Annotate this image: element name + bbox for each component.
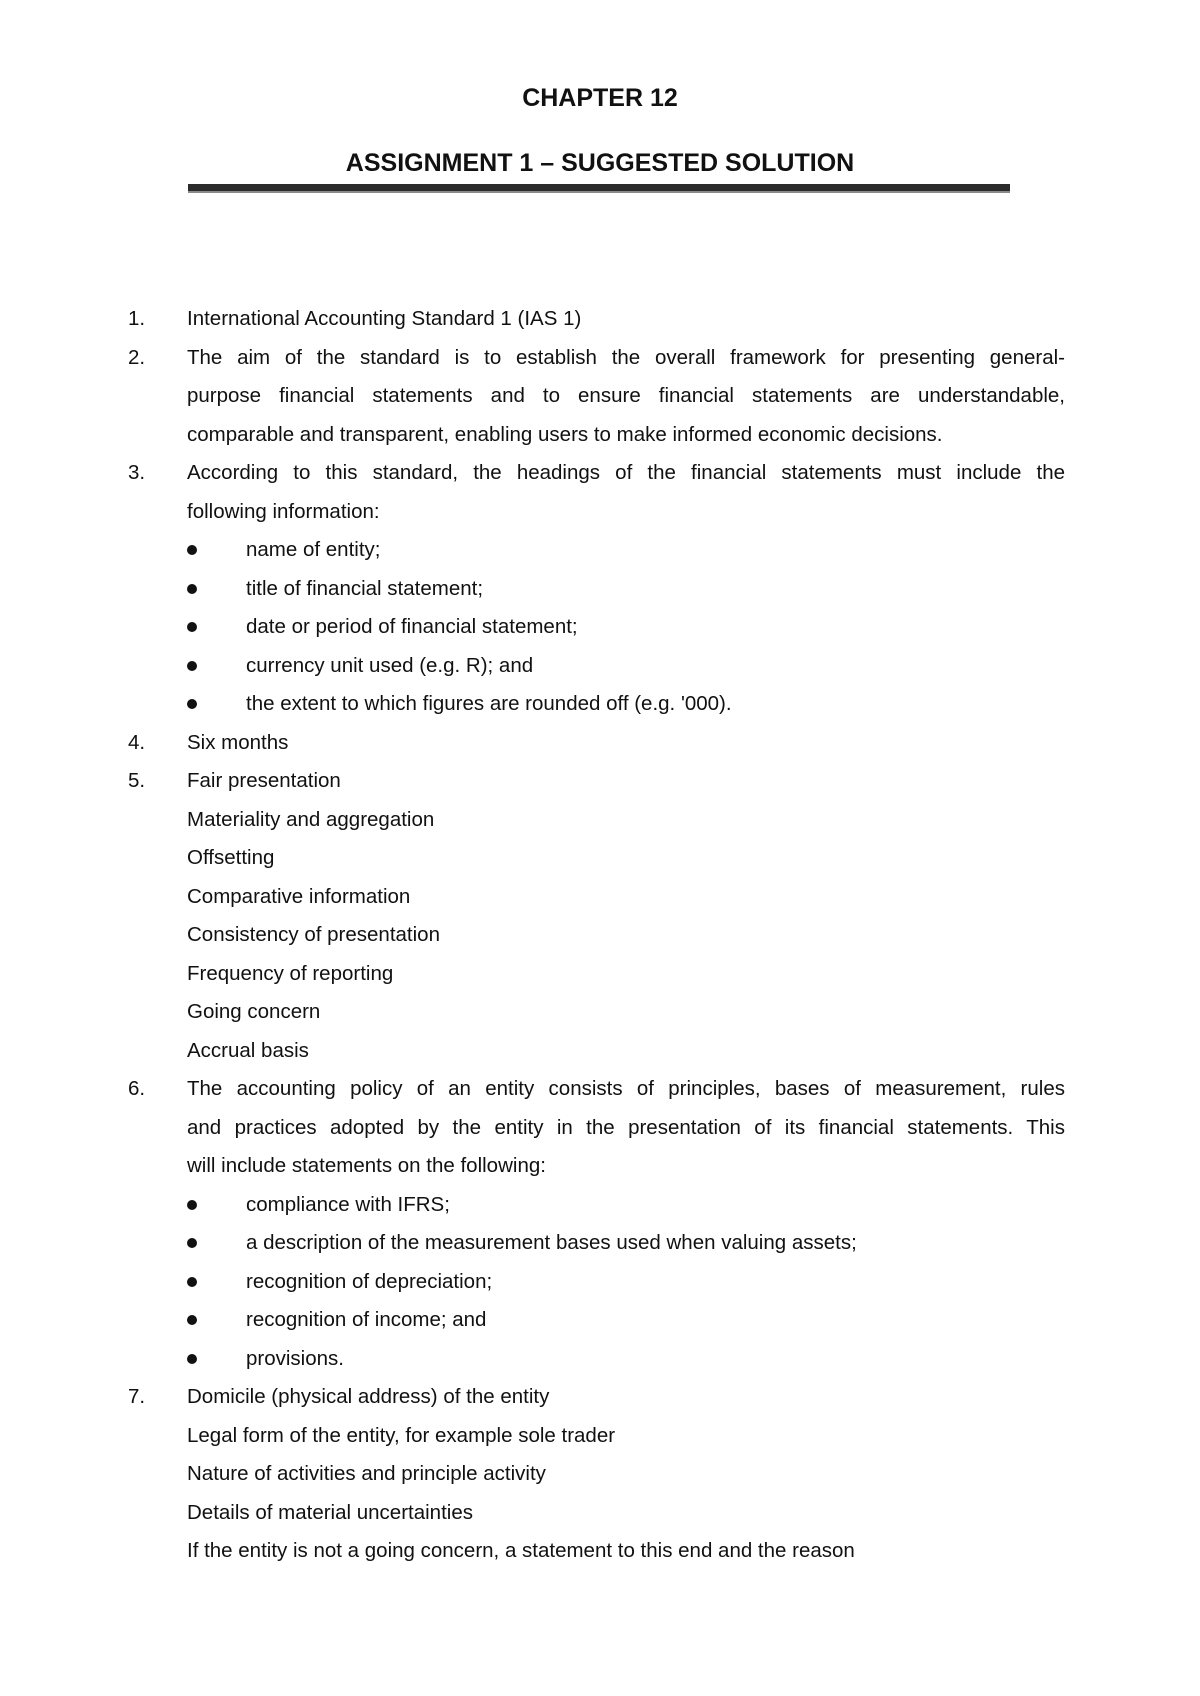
answer-number: 1.: [128, 307, 146, 330]
answer-line: [0, 762, 1200, 801]
answer-line: [0, 1532, 1200, 1571]
answer-line: [0, 1109, 1200, 1148]
title-underline: [188, 184, 1010, 193]
answer-line: [0, 339, 1200, 378]
answer-line: [0, 724, 1200, 763]
bullet-text: date or period of financial statement;: [246, 615, 578, 638]
answer-number: 6.: [128, 1077, 146, 1100]
answer-text: Legal form of the entity, for example sole trader: [187, 1423, 616, 1447]
answer-text: following information:: [187, 499, 380, 523]
answer-text: Nature of activities and principle activity: [187, 1462, 546, 1485]
bullet-text: name of entity;: [246, 538, 381, 561]
answer-text: Offsetting: [187, 846, 275, 869]
answer-line: [0, 993, 1200, 1032]
bullet-text: title of financial statement;: [246, 576, 484, 600]
answer-line: [0, 377, 1200, 416]
bullet-text: compliance with IFRS;: [246, 1192, 450, 1216]
answer-text: will include statements on the following:: [187, 1154, 546, 1177]
answer-text: If the entity is not a going concern, a statement to this end and the reason: [187, 1539, 855, 1562]
answer-text: Frequency of reporting: [187, 961, 394, 985]
answer-line: [0, 1032, 1200, 1071]
chapter-heading: CHAPTER 12: [522, 84, 678, 112]
answer-text: Going concern: [187, 1000, 321, 1023]
answer-text: The accounting policy of an entity consists of principles, bases of measurement, rules: [187, 1077, 1065, 1100]
answer-line: [0, 955, 1200, 994]
bullet-icon: [187, 1315, 197, 1325]
answer-number: 4.: [128, 730, 146, 754]
answer-text: Comparative information: [187, 884, 411, 908]
bullet-item: [0, 1224, 1200, 1263]
answer-number: 3.: [128, 461, 146, 484]
answer-text: Materiality and aggregation: [187, 807, 435, 831]
answer-text: comparable and transparent, enabling users to make informed economic decisions.: [187, 422, 943, 446]
answer-line: [0, 801, 1200, 840]
bullet-icon: [187, 584, 197, 594]
answer-text: Accrual basis: [187, 1038, 309, 1062]
answer-text: According to this standard, the headings of the financial statements must include the: [187, 461, 1065, 484]
bullet-item: [0, 570, 1200, 609]
bullet-item: [0, 608, 1200, 647]
assignment-title: ASSIGNMENT 1 – SUGGESTED SOLUTION: [345, 149, 855, 177]
answer-text: Domicile (physical address) of the entity: [187, 1385, 550, 1408]
answer-line: [0, 493, 1200, 532]
bullet-icon: [187, 661, 197, 671]
bullet-item: [0, 647, 1200, 686]
answer-line: [0, 1378, 1200, 1417]
answer-text: The aim of the standard is to establish the overall framework for presenting general-: [187, 345, 1065, 369]
bullet-text: recognition of depreciation;: [246, 1269, 493, 1293]
bullet-icon: [187, 622, 197, 632]
bullet-item: [0, 685, 1200, 724]
answer-line: [0, 1147, 1200, 1186]
answer-line: [0, 1417, 1200, 1456]
bullet-item: [0, 1186, 1200, 1225]
bullet-icon: [187, 1200, 197, 1210]
bullet-item: [0, 1340, 1200, 1379]
bullet-icon: [187, 1238, 197, 1248]
bullet-icon: [187, 1354, 197, 1364]
answer-line: [0, 916, 1200, 955]
answer-text: International Accounting Standard 1 (IAS 1): [187, 307, 582, 330]
answer-line: [0, 1070, 1200, 1109]
bullet-item: [0, 531, 1200, 570]
answer-text: Six months: [187, 730, 289, 754]
answer-line: [0, 878, 1200, 917]
bullet-icon: [187, 545, 197, 555]
bullet-text: provisions.: [246, 1346, 344, 1370]
answer-number: 5.: [128, 769, 146, 792]
bullet-item: [0, 1263, 1200, 1302]
answer-text: Details of material uncertainties: [187, 1500, 473, 1524]
answer-line: [0, 454, 1200, 493]
answer-text: purpose financial statements and to ensure financial statements are understandable,: [187, 384, 1065, 407]
answer-line: [0, 839, 1200, 878]
bullet-text: recognition of income; and: [246, 1308, 487, 1331]
bullet-text: a description of the measurement bases used when valuing assets;: [246, 1231, 857, 1254]
answer-line: [0, 1494, 1200, 1533]
answer-line: [0, 300, 1200, 339]
answer-number: 2.: [128, 345, 146, 369]
bullet-icon: [187, 699, 197, 709]
answer-text: Consistency of presentation: [187, 923, 440, 946]
answer-number: 7.: [128, 1385, 146, 1408]
answer-line: [0, 1455, 1200, 1494]
bullet-item: [0, 1301, 1200, 1340]
bullet-text: currency unit used (e.g. R); and: [246, 653, 534, 677]
bullet-icon: [187, 1277, 197, 1287]
bullet-text: the extent to which figures are rounded off (e.g. '000).: [246, 692, 732, 715]
answer-list: [0, 300, 1200, 1571]
answer-line: [0, 416, 1200, 455]
answer-text: and practices adopted by the entity in the presentation of its financial statements. This: [187, 1115, 1065, 1139]
answer-text: Fair presentation: [187, 769, 341, 792]
